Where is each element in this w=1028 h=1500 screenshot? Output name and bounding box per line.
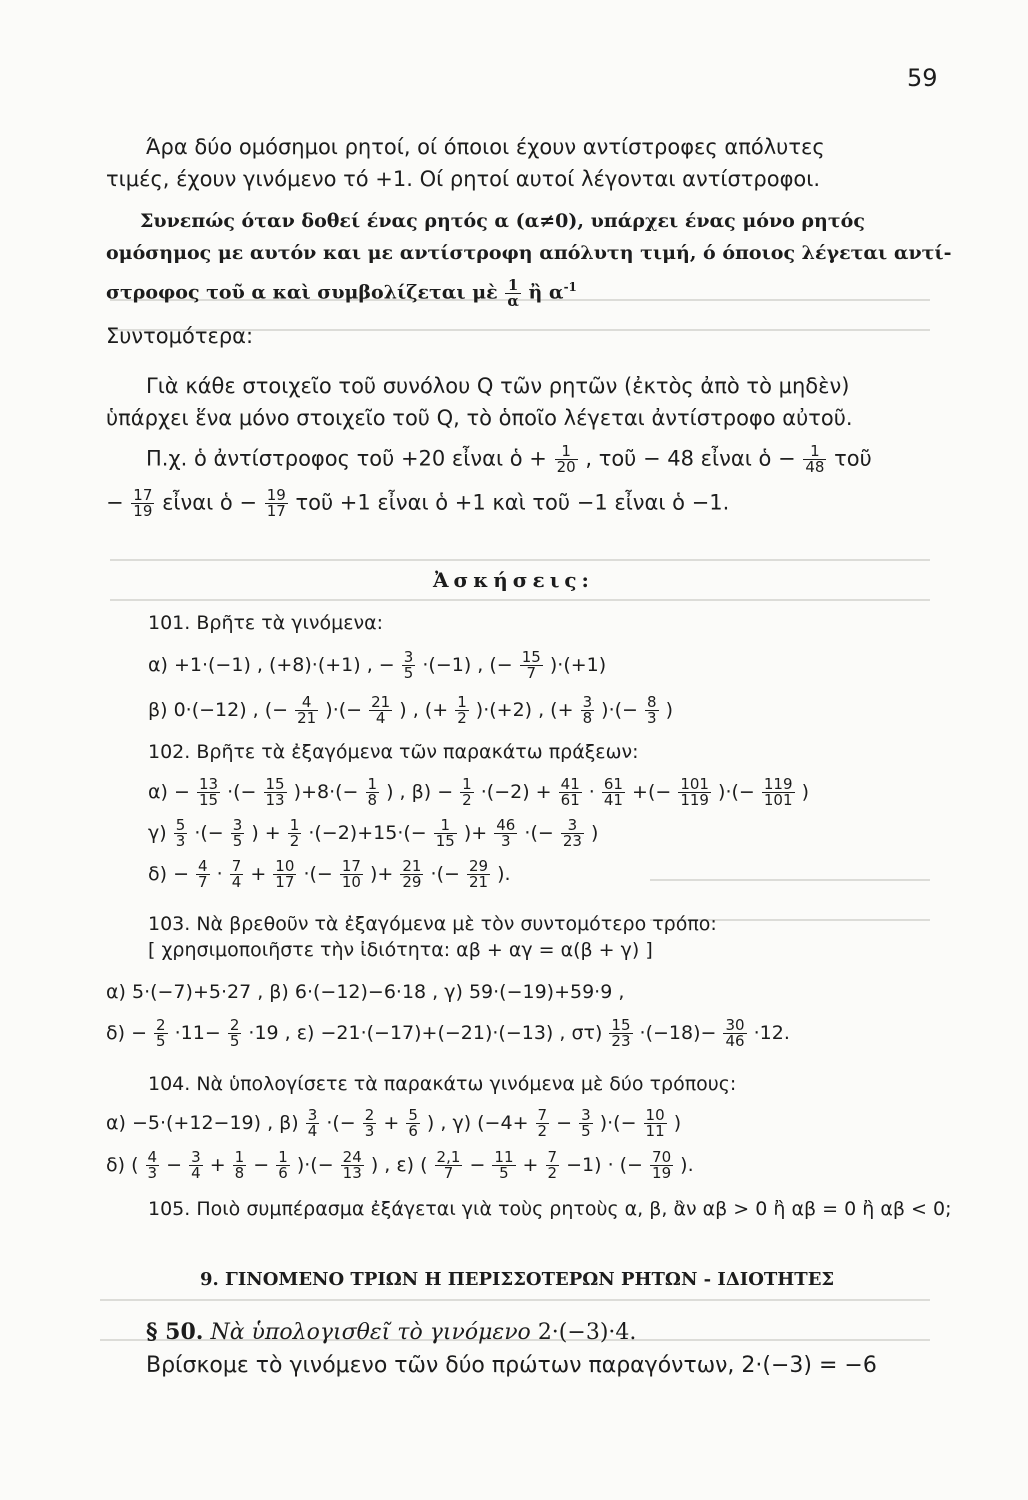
- example-text-b: , τοῦ − 48 εἶναι ὁ −: [585, 446, 796, 471]
- fraction: $\frac{21}{4}$: [371, 693, 391, 727]
- exercise-102-row-c: γ) $\frac{5}{3}$ ·(− $\frac{3}{5}$ ) + $\frac{1}{2}$ ·(−2)+15·(− $\frac{1}{15}$ )+ $\frac{46}{3}$ ·(− $\frac{3}{23}$ ): [148, 816, 599, 850]
- fraction: $\frac{8}{3}$: [647, 693, 657, 727]
- fraction: $\frac{1}{6}$: [278, 1148, 288, 1182]
- exercise-102-row-a: α) − $\frac{13}{15}$ ·(− $\frac{15}{13}$ )+8·(− $\frac{1}{8}$ ) , β) − $\frac{1}{2}$ ·(−2) + $\frac{41}{61}$ · $\frac{61}{41}$ +(− $\frac{101}{119}$ )·(− $\frac{119}{101}$ ): [148, 775, 809, 809]
- fraction: $\frac{1}{48}$: [805, 442, 825, 476]
- example-line-1: [146, 444, 872, 475]
- fraction: $\frac{24}{13}$: [342, 1148, 362, 1182]
- fraction: $\frac{4}{3}$: [147, 1148, 158, 1182]
- rule-line-2: ὑπάρχει ἕνα μόνο στοιχεῖο τοῦ Q, τὸ ὁποῖο λέγεται ἀντίστροφο αὐτοῦ.: [106, 406, 853, 430]
- exercise-103-hint: [ χρησιμοποιῆστε τὴν ἰδιότητα: αβ + αγ = α(β + γ) ]: [148, 939, 653, 961]
- page-number: 59: [907, 64, 938, 92]
- fraction: $\frac{3}{5}$: [581, 1106, 591, 1140]
- fraction: $\frac{3}{4}$: [307, 1106, 318, 1140]
- exercise-102-row-d: δ) − $\frac{4}{7}$ · $\frac{7}{4}$ + $\frac{10}{17}$ ·(− $\frac{17}{10}$ )+ $\frac{21}{29}$ ·(− $\frac{29}{21}$ ).: [148, 857, 511, 891]
- rule-line-1: Γιὰ κάθε στοιχεῖο τοῦ συνόλου Q τῶν ρητῶν (ἐκτὸς ἀπὸ τὸ μηδὲν): [146, 374, 850, 398]
- fraction: $\frac{4}{7}$: [198, 857, 208, 891]
- fraction: $\frac{7}{4}$: [231, 857, 242, 891]
- example-text-c: τοῦ: [834, 446, 872, 471]
- fraction: $\frac{30}{46}$: [725, 1016, 745, 1050]
- last-line: Βρίσκομε τὸ γινόμενο τῶν δύο πρώτων παραγόντων, 2·(−3) = −6: [146, 1353, 877, 1378]
- fraction-one-over-alpha: [505, 275, 521, 310]
- fraction: $\frac{61}{41}$: [603, 775, 623, 809]
- intro-line-1: Άρα δύο ομόσημοι ρητοί, οί όποιοι έχουν αντίστροφες απόλυτες: [146, 135, 825, 159]
- exercise-105: 105. Ποιὸ συμπέρασμα ἐξάγεται γιὰ τοὺς ρητοὺς α, β, ἂν αβ > 0 ἢ αβ = 0 ἢ αβ < 0;: [148, 1198, 952, 1220]
- briefly-label: Συντομότερα:: [106, 324, 254, 348]
- section-title: 9. ΓΙΝΟΜΕΝΟ ΤΡΙΩΝ Η ΠΕΡΙΣΣΟΤΕΡΩΝ ΡΗΤΩΝ - ΙΔΙΟΤΗΤΕΣ: [200, 1269, 835, 1290]
- fraction: $\frac{2}{5}$: [229, 1016, 240, 1050]
- definition-line-2: ομόσημος με αυτόν και με αντίστροφη απόλυτη τιμή, ό όποιος λέγεται αντί-: [106, 242, 952, 264]
- fraction: $\frac{1}{2}$: [289, 816, 300, 850]
- paragraph-50: [146, 1318, 636, 1347]
- fraction: $\frac{3}{5}$: [232, 816, 243, 850]
- paragraph-expression: 2·(−3)·4.: [537, 1320, 637, 1345]
- fraction: $\frac{1}{2}$: [462, 775, 472, 809]
- fraction: $\frac{1}{20}$: [556, 442, 576, 476]
- exercises-heading: Ἀσκήσεις:: [433, 568, 594, 592]
- example-text-a: Π.χ. ὁ ἀντίστροφος τοῦ +20 εἶναι ὁ +: [146, 446, 547, 471]
- fraction-numerator: 1: [505, 278, 521, 294]
- fraction: $\frac{7}{2}$: [537, 1106, 548, 1140]
- fraction: $\frac{29}{21}$: [468, 857, 489, 891]
- fraction: $\frac{15}{7}$: [521, 648, 541, 682]
- fraction: $\frac{1}{8}$: [234, 1148, 245, 1182]
- fraction: $\frac{2}{3}$: [364, 1106, 375, 1140]
- exercise-101-row-b: β) 0·(−12) , (− $\frac{4}{21}$ )·(− $\frac{21}{4}$ ) , (+ $\frac{1}{2}$ )·(+2) , (+ $\frac{3}{8}$ )·(− $\frac{8}{3}$ ): [148, 693, 674, 727]
- fraction: $\frac{1}{2}$: [457, 693, 467, 727]
- paragraph-number: § 50.: [146, 1319, 204, 1345]
- fraction-denominator: α: [507, 291, 519, 310]
- fraction: $\frac{3}{8}$: [582, 693, 593, 727]
- exercise-104-title: 104. Νὰ ὑπολογίσετε τὰ παρακάτω γινόμενα μὲ δύο τρόπους:: [148, 1073, 737, 1095]
- fraction: $\frac{17}{19}$: [133, 486, 153, 520]
- fraction: $\frac{119}{101}$: [763, 775, 793, 809]
- definition-text-b: ἢ α: [528, 281, 564, 304]
- exercise-103-row-2: δ) − $\frac{2}{5}$ ·11− $\frac{2}{5}$ ·19 , ε) −21·(−17)+(−21)·(−13) , στ) $\frac{15}{23}$ ·(−18)− $\frac{30}{46}$ ·12.: [106, 1016, 790, 1050]
- definition-line-3: [106, 273, 577, 309]
- exercise-103-title: 103. Νὰ βρεθοῦν τὰ ἐξαγόμενα μὲ τὸν συντομότερο τρόπο:: [148, 913, 717, 935]
- fraction: $\frac{70}{19}$: [652, 1148, 672, 1182]
- exercise-104-row-d: δ) ( $\frac{4}{3}$ − $\frac{3}{4}$ + $\frac{1}{8}$ − $\frac{1}{6}$ )·(− $\frac{24}{13}$ ) , ε) ( $\frac{2,1}{7}$ − $\frac{11}{5}$ + $\frac{7}{2}$ −1) · (− $\frac{70}{19}$ ).: [106, 1148, 694, 1182]
- fraction: $\frac{13}{15}$: [198, 775, 219, 809]
- fraction: $\frac{17}{10}$: [341, 857, 361, 891]
- inverse-exponent: -1: [563, 280, 577, 294]
- fraction: $\frac{10}{17}$: [275, 857, 295, 891]
- definition-line-1: Συνεπώς όταν δοθεί ένας ρητός α (α≠0), υπάρχει ένας μόνο ρητός: [140, 210, 865, 232]
- fraction: $\frac{3}{23}$: [562, 816, 582, 850]
- fraction: $\frac{5}{3}$: [175, 816, 186, 850]
- fraction: $\frac{46}{3}$: [496, 816, 516, 850]
- fraction: $\frac{101}{119}$: [680, 775, 709, 809]
- fraction: $\frac{3}{5}$: [403, 648, 414, 682]
- fraction: $\frac{15}{13}$: [265, 775, 285, 809]
- exercise-101-title: 101. Βρῆτε τὰ γινόμενα:: [148, 612, 384, 634]
- fraction: $\frac{5}{6}$: [408, 1106, 418, 1140]
- exercise-101-row-a: α) +1·(−1) , (+8)·(+1) , − $\frac{3}{5}$ ·(−1) , (− $\frac{15}{7}$ )·(+1): [148, 648, 607, 682]
- exercise-103-row-1: α) 5·(−7)+5·27 , β) 6·(−12)−6·18 , γ) 59·(−19)+59·9 ,: [106, 981, 625, 1003]
- fraction: $\frac{2,1}{7}$: [436, 1148, 461, 1182]
- exercise-102-title: 102. Βρῆτε τὰ ἐξαγόμενα τῶν παρακάτω πράξεων:: [148, 741, 639, 763]
- fraction: $\frac{19}{17}$: [266, 486, 286, 520]
- paragraph-statement: Νὰ ὑπολογισθεῖ τὸ γινόμενο: [210, 1320, 531, 1345]
- fraction: $\frac{1}{8}$: [367, 775, 378, 809]
- fraction: $\frac{2}{5}$: [156, 1016, 166, 1050]
- exercise-104-row-a: α) −5·(+12−19) , β) $\frac{3}{4}$ ·(− $\frac{2}{3}$ + $\frac{5}{6}$ ) , γ) (−4+ $\frac{7}{2}$ − $\frac{3}{5}$ )·(− $\frac{10}{11}$ ): [106, 1106, 682, 1140]
- fraction: $\frac{1}{15}$: [435, 816, 455, 850]
- fraction: $\frac{11}{5}$: [494, 1148, 514, 1182]
- fraction: $\frac{4}{21}$: [297, 693, 317, 727]
- example-line-2: − $\frac{17}{19}$ εἶναι ὁ − $\frac{19}{17}$ τοῦ +1 εἶναι ὁ +1 καὶ τοῦ −1 εἶναι ὁ −1.: [106, 486, 730, 520]
- fraction: $\frac{3}{4}$: [191, 1148, 201, 1182]
- fraction: $\frac{15}{23}$: [611, 1016, 631, 1050]
- fraction: $\frac{10}{11}$: [645, 1106, 665, 1140]
- fraction: $\frac{21}{29}$: [402, 857, 422, 891]
- fraction: $\frac{41}{61}$: [560, 775, 580, 809]
- fraction: $\frac{7}{2}$: [547, 1148, 558, 1182]
- definition-text-a: στροφος τοῦ α καὶ συμβολίζεται μὲ: [106, 281, 498, 304]
- intro-line-2: τιμές, έχουν γινόμενο τό +1. Οί ρητοί αυτοί λέγονται αντίστροφοι.: [106, 167, 821, 191]
